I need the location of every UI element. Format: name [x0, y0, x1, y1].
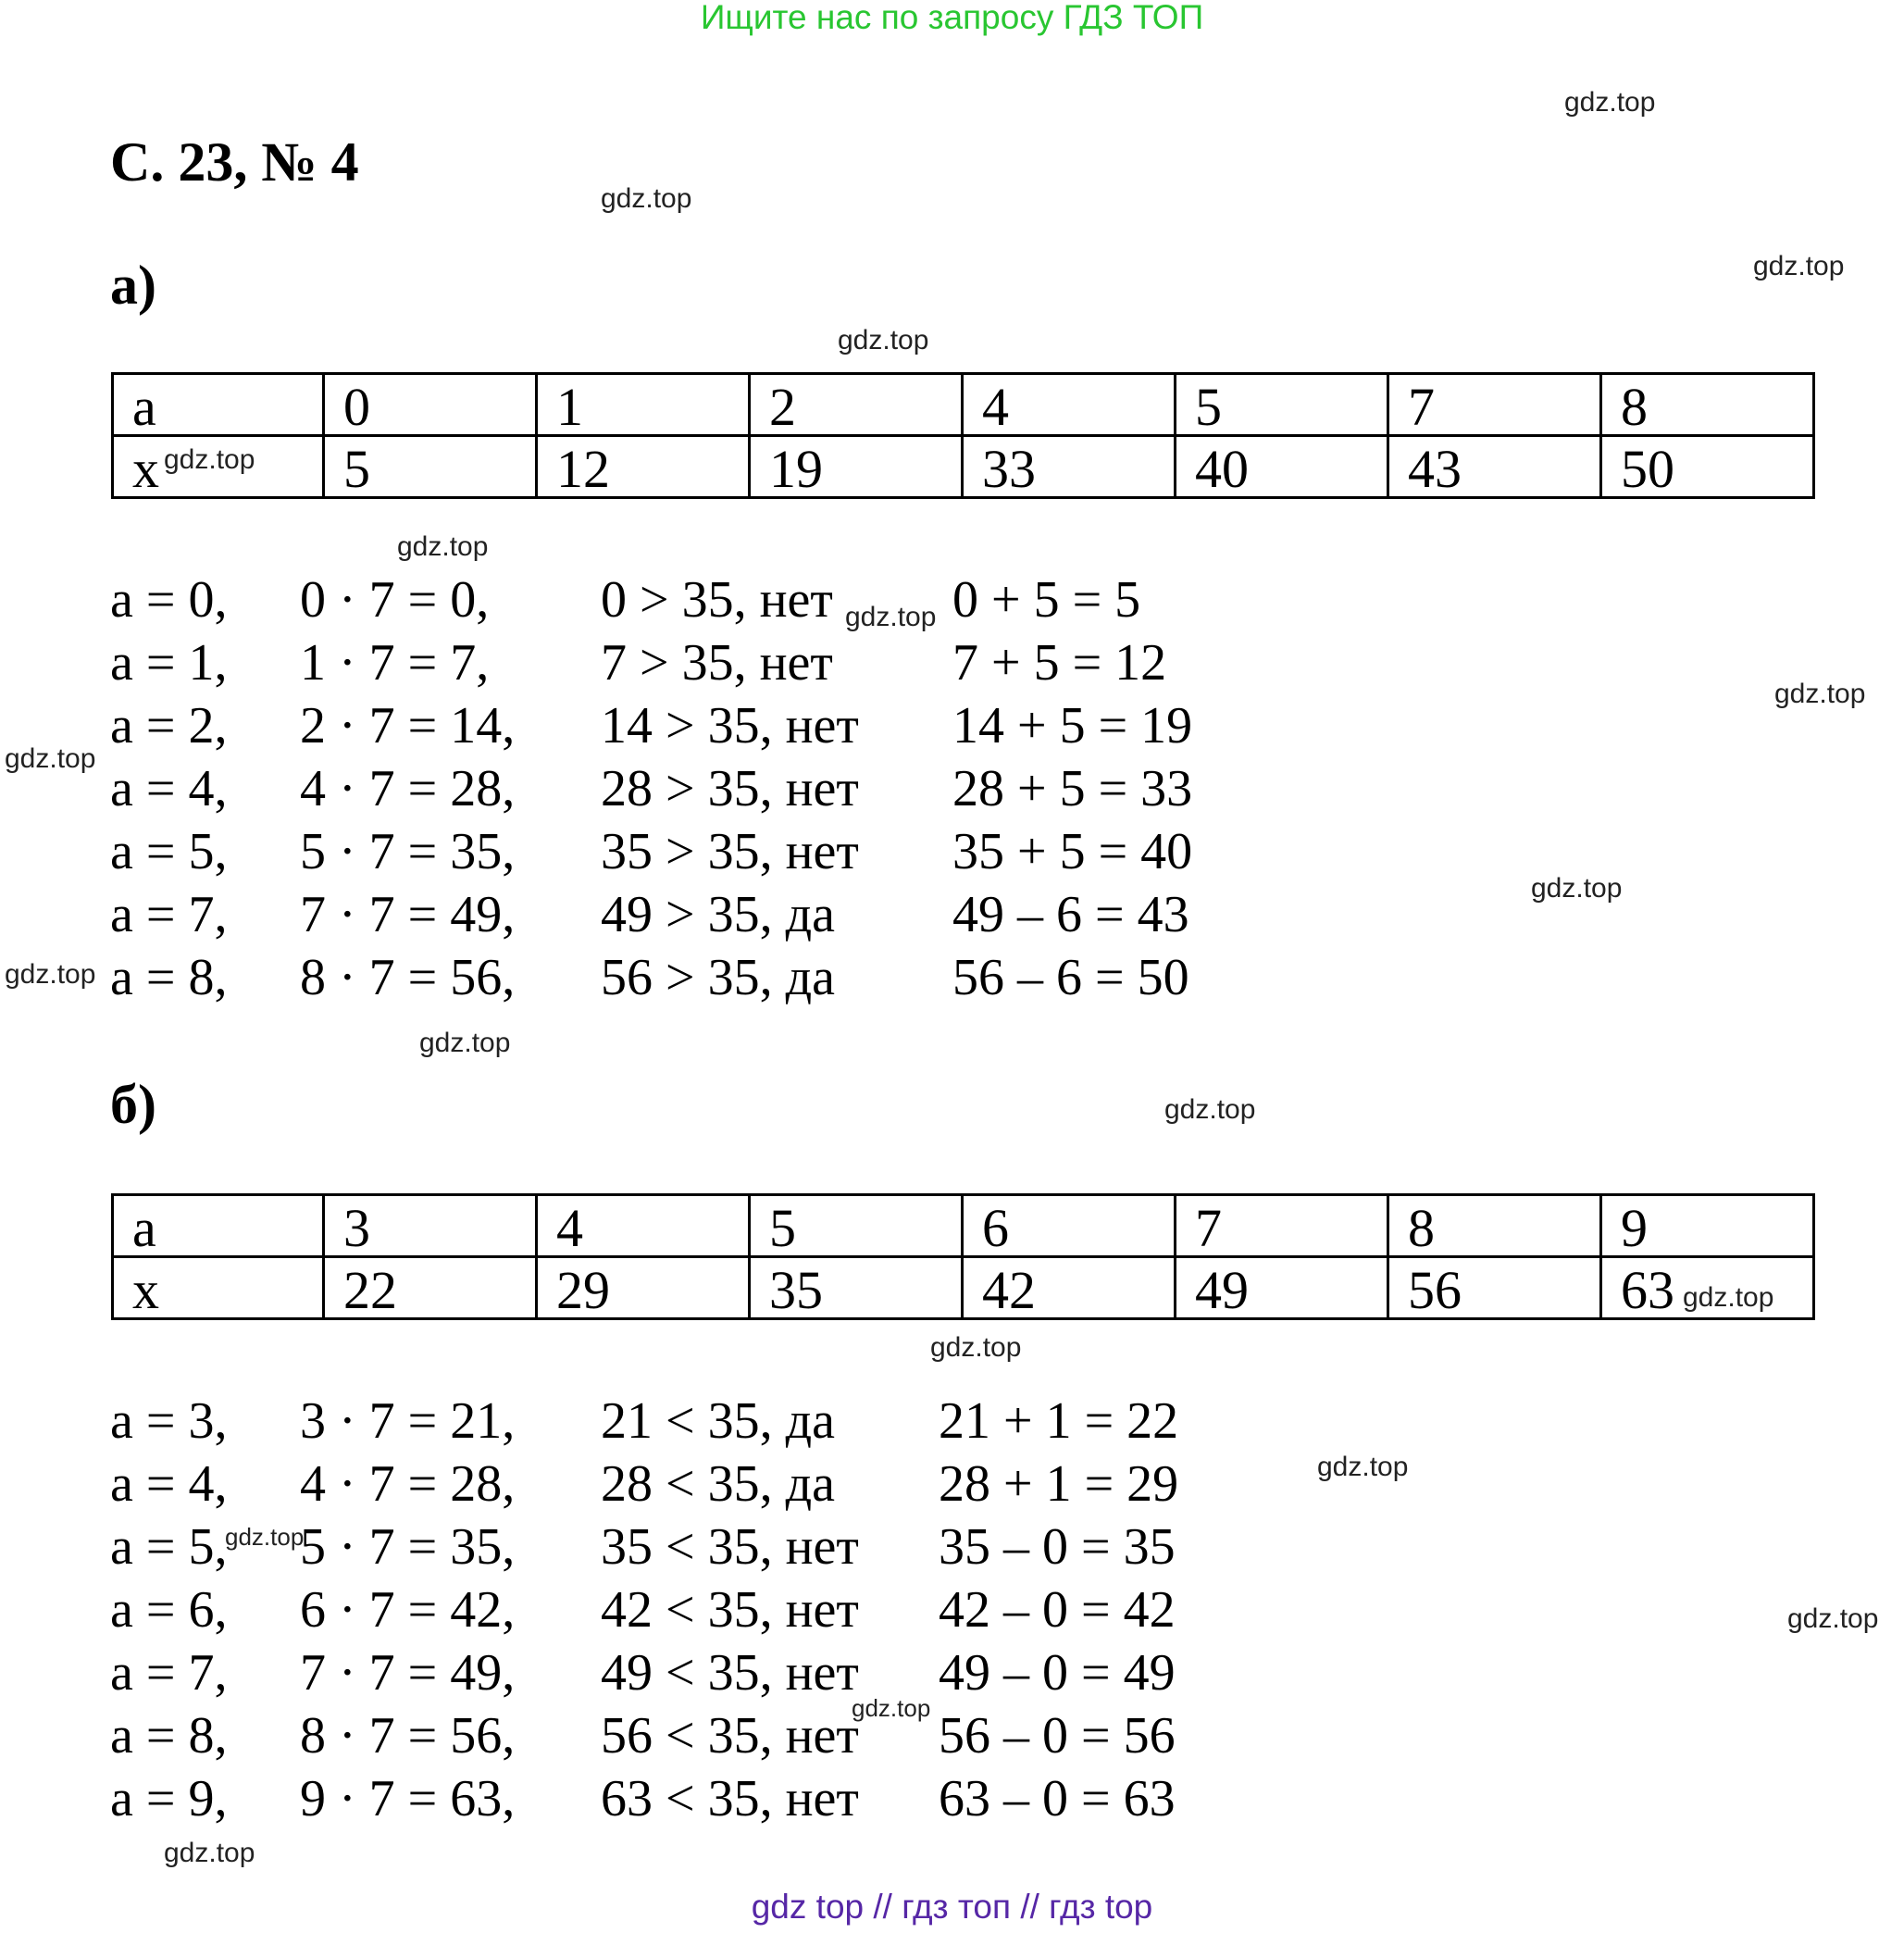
- table-cell: 19: [750, 436, 963, 498]
- line-compare: 42 < 35, нет: [601, 1581, 859, 1639]
- line-product: 4 · 7 = 28,: [300, 1455, 516, 1513]
- watermark: gdz.top: [930, 1332, 1022, 1363]
- line-product: 3 · 7 = 21,: [300, 1392, 516, 1450]
- line-a-value: a = 4,: [110, 760, 228, 817]
- line-product: 1 · 7 = 7,: [300, 634, 490, 692]
- banner-bottom[interactable]: gdz top // гдз топ // гдз top: [751, 1888, 1153, 1926]
- table-cell: a: [113, 374, 324, 436]
- line-result: 42 – 0 = 42: [939, 1581, 1176, 1639]
- line-a-value: a = 2,: [110, 697, 228, 754]
- line-compare: 28 < 35, да: [601, 1455, 835, 1513]
- line-a-value: a = 0,: [110, 571, 228, 629]
- watermark: gdz.top: [1683, 1282, 1774, 1313]
- line-compare: 0 > 35, нет: [601, 571, 833, 629]
- line-product: 5 · 7 = 35,: [300, 1518, 516, 1576]
- line-a-value: a = 5,: [110, 1518, 228, 1576]
- table-cell: 8: [1601, 374, 1814, 436]
- watermark: gdz.top: [1164, 1094, 1256, 1125]
- table-cell: 33: [963, 436, 1176, 498]
- table-cell: x: [113, 436, 324, 498]
- table-cell: 5: [324, 436, 537, 498]
- table-cell: 42: [963, 1257, 1176, 1319]
- line-compare: 7 > 35, нет: [601, 634, 833, 692]
- line-result: 56 – 0 = 56: [939, 1707, 1176, 1765]
- table-cell: 49: [1176, 1257, 1388, 1319]
- line-a-value: a = 4,: [110, 1455, 228, 1513]
- watermark: gdz.top: [419, 1028, 511, 1058]
- watermark: gdz.top: [1317, 1452, 1409, 1482]
- table-row: [113, 374, 1814, 436]
- line-result: 21 + 1 = 22: [939, 1392, 1179, 1450]
- table-cell: 43: [1388, 436, 1601, 498]
- table-cell: 9: [1601, 1195, 1814, 1257]
- line-result: 7 + 5 = 12: [952, 634, 1167, 692]
- watermark: gdz.top: [5, 743, 96, 774]
- line-result: 63 – 0 = 63: [939, 1770, 1176, 1827]
- line-product: 0 · 7 = 0,: [300, 571, 490, 629]
- table-cell: 0: [324, 374, 537, 436]
- line-product: 5 · 7 = 35,: [300, 823, 516, 880]
- line-product: 8 · 7 = 56,: [300, 1707, 516, 1765]
- watermark: gdz.top: [1774, 679, 1866, 709]
- line-a-value: a = 5,: [110, 823, 228, 880]
- line-a-value: a = 6,: [110, 1581, 228, 1639]
- line-result: 14 + 5 = 19: [952, 697, 1193, 754]
- line-a-value: a = 7,: [110, 886, 228, 943]
- line-a-value: a = 1,: [110, 634, 228, 692]
- line-a-value: a = 8,: [110, 949, 228, 1006]
- table-cell: 50: [1601, 436, 1814, 498]
- part-a-label: а): [110, 255, 156, 316]
- table-cell: 4: [537, 1195, 750, 1257]
- table-b: [111, 1193, 1815, 1320]
- table-cell: 63: [1601, 1257, 1814, 1319]
- table-cell: a: [113, 1195, 324, 1257]
- table-a: [111, 372, 1815, 499]
- table-row: [113, 436, 1814, 498]
- line-compare: 49 > 35, да: [601, 886, 835, 943]
- watermark: gdz.top: [5, 959, 96, 990]
- line-compare: 35 > 35, нет: [601, 823, 859, 880]
- watermark: gdz.top: [1787, 1603, 1879, 1634]
- page-title: С. 23, № 4: [110, 131, 359, 193]
- watermark: gdz.top: [1753, 251, 1845, 281]
- table-cell: 5: [750, 1195, 963, 1257]
- watermark: gdz.top: [601, 183, 692, 214]
- table-cell: x: [113, 1257, 324, 1319]
- line-a-value: a = 8,: [110, 1707, 228, 1765]
- line-result: 56 – 6 = 50: [952, 949, 1189, 1006]
- banner-top[interactable]: Ищите нас по запросу ГДЗ ТОП: [700, 0, 1204, 36]
- watermark: gdz.top: [1564, 87, 1656, 118]
- table-cell: 7: [1388, 374, 1601, 436]
- line-compare: 21 < 35, да: [601, 1392, 835, 1450]
- table-cell: 4: [963, 374, 1176, 436]
- line-product: 6 · 7 = 42,: [300, 1581, 516, 1639]
- line-compare: 56 > 35, да: [601, 949, 835, 1006]
- line-compare: 49 < 35, нет: [601, 1644, 859, 1702]
- table-row: [113, 1257, 1814, 1319]
- line-result: 49 – 6 = 43: [952, 886, 1189, 943]
- table-cell: 6: [963, 1195, 1176, 1257]
- line-result: 28 + 5 = 33: [952, 760, 1193, 817]
- line-result: 35 – 0 = 35: [939, 1518, 1176, 1576]
- watermark: gdz.top: [164, 1838, 255, 1868]
- line-compare: 28 > 35, нет: [601, 760, 859, 817]
- line-a-value: a = 7,: [110, 1644, 228, 1702]
- watermark: gdz.top: [397, 531, 489, 562]
- table-cell: 12: [537, 436, 750, 498]
- watermark: gdz.top: [838, 325, 929, 355]
- line-result: 35 + 5 = 40: [952, 823, 1193, 880]
- table-cell: 2: [750, 374, 963, 436]
- table-cell: 22: [324, 1257, 537, 1319]
- line-result: 28 + 1 = 29: [939, 1455, 1179, 1513]
- table-cell: 29: [537, 1257, 750, 1319]
- line-compare: 63 < 35, нет: [601, 1770, 859, 1827]
- line-a-value: a = 9,: [110, 1770, 228, 1827]
- table-cell: 5: [1176, 374, 1388, 436]
- part-b-label: б): [110, 1074, 156, 1135]
- table-cell: 40: [1176, 436, 1388, 498]
- table-cell: 35: [750, 1257, 963, 1319]
- watermark: gdz.top: [852, 1694, 931, 1722]
- table-cell: 8: [1388, 1195, 1601, 1257]
- line-result: 49 – 0 = 49: [939, 1644, 1176, 1702]
- table-row: [113, 1195, 1814, 1257]
- watermark: gdz.top: [845, 602, 937, 632]
- line-product: 4 · 7 = 28,: [300, 760, 516, 817]
- table-cell: 56: [1388, 1257, 1601, 1319]
- line-a-value: a = 3,: [110, 1392, 228, 1450]
- line-product: 8 · 7 = 56,: [300, 949, 516, 1006]
- line-result: 0 + 5 = 5: [952, 571, 1141, 629]
- watermark: gdz.top: [1531, 873, 1623, 904]
- watermark: gdz.top: [225, 1523, 305, 1551]
- watermark: gdz.top: [164, 444, 255, 475]
- table-cell: 7: [1176, 1195, 1388, 1257]
- line-product: 2 · 7 = 14,: [300, 697, 516, 754]
- line-product: 9 · 7 = 63,: [300, 1770, 516, 1827]
- line-compare: 56 < 35, нет: [601, 1707, 859, 1765]
- line-compare: 35 < 35, нет: [601, 1518, 859, 1576]
- table-cell: 3: [324, 1195, 537, 1257]
- line-product: 7 · 7 = 49,: [300, 1644, 516, 1702]
- line-compare: 14 > 35, нет: [601, 697, 859, 754]
- line-product: 7 · 7 = 49,: [300, 886, 516, 943]
- table-cell: 1: [537, 374, 750, 436]
